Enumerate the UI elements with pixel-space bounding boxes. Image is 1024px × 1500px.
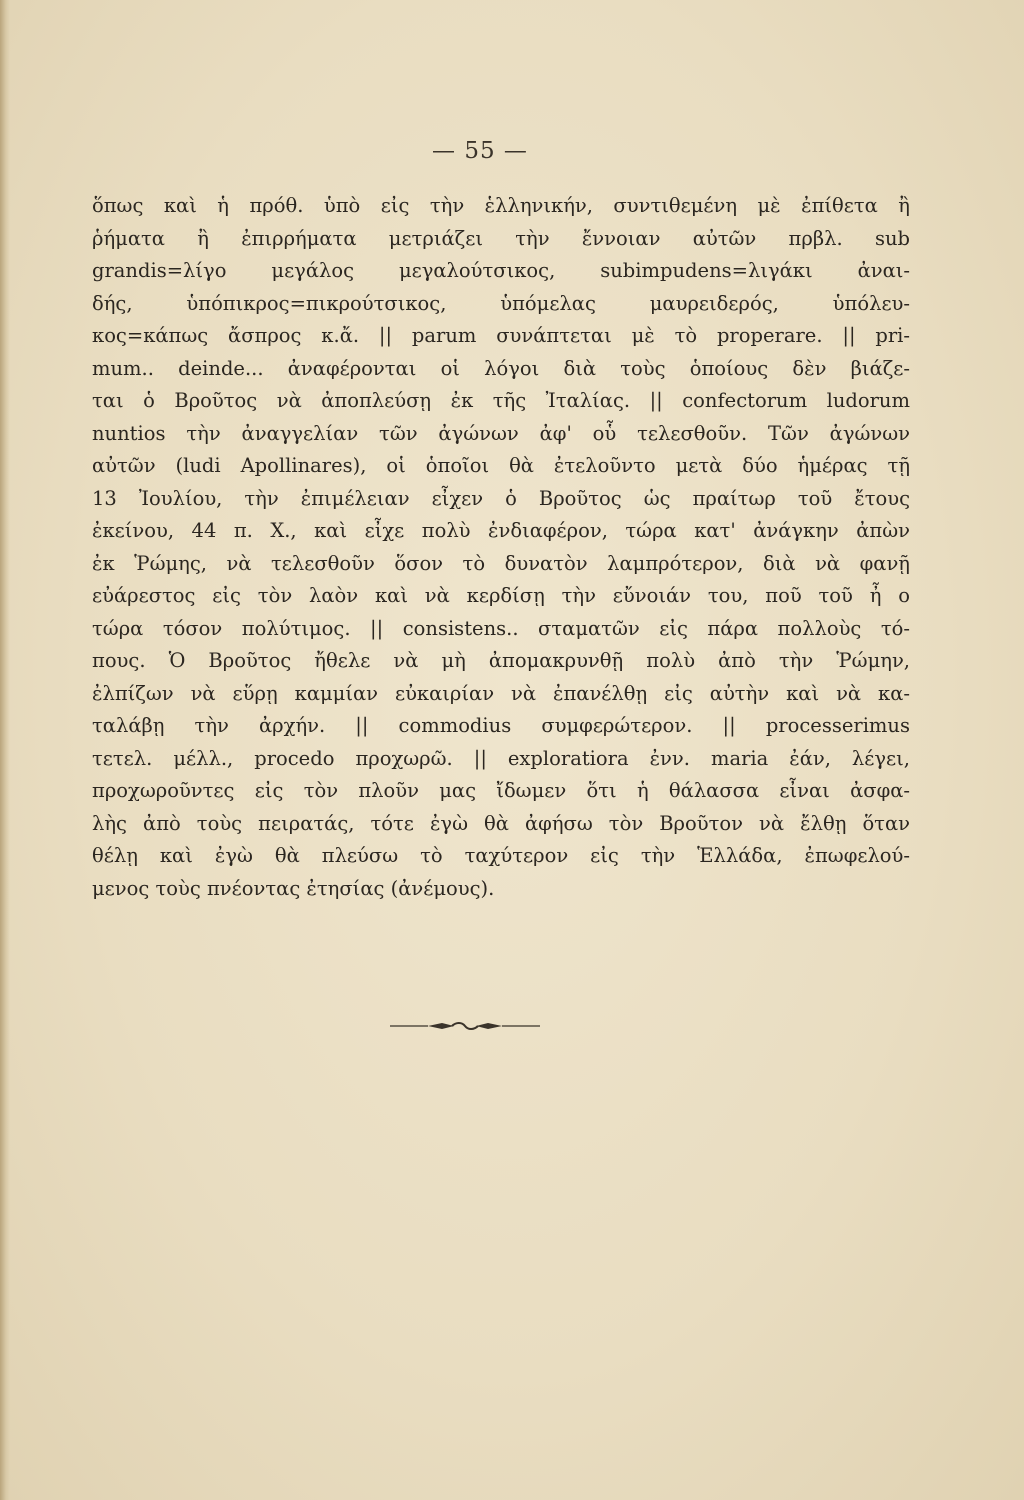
text-line: ἐκείνου, 44 π. Χ., καὶ εἶχε πολὺ ἐνδιαφέρον, τώρα κατ' ἀνάγκην ἀπὼν xyxy=(92,519,910,542)
text-line: λὴς ἀπὸ τοὺς πειρατάς, τότε ἐγὼ θὰ ἀφήσω τὸν Βροῦτον νὰ ἔλθῃ ὅταν xyxy=(92,811,910,835)
text-line: nuntios τὴν ἀναγγελίαν τῶν ἀγώνων ἀφ' οὗ τελεσθοῦν. Τῶν ἀγώνων xyxy=(92,421,910,445)
text-line: mum.. deinde... ἀναφέρονται οἱ λόγοι διὰ τοὺς ὁποίους δὲν βιάζε- xyxy=(92,356,910,380)
binding-edge xyxy=(0,0,10,1500)
text-line: θέλῃ καὶ ἐγὼ θὰ πλεύσω τὸ ταχύτερον εἰς τὴν Ἑλλάδα, ἐπωφελού- xyxy=(92,844,910,867)
text-line: ται ὁ Βροῦτος νὰ ἀποπλεύσῃ ἐκ τῆς Ἰταλίας. || confectorum ludorum xyxy=(92,389,910,412)
text-line: αὐτῶν (ludi Apollinares), οἱ ὁποῖοι θὰ ἐτελοῦντο μετὰ δύο ἡμέρας τῇ xyxy=(92,454,910,477)
text-line: ῥήματα ἢ ἐπιρρήματα μετριάζει τὴν ἔννοιαν αὐτῶν πρβλ. sub xyxy=(92,226,910,250)
text-line: ταλάβῃ τὴν ἀρχήν. || commodius συμφερώτερον. || processerimus xyxy=(92,714,910,737)
text-line: πους. Ὁ Βροῦτος ἤθελε νὰ μὴ ἀπομακρυνθῇ πολὺ ἀπὸ τὴν Ῥώμην, xyxy=(92,649,910,672)
body-text xyxy=(92,190,910,905)
end-ornament xyxy=(390,1021,540,1031)
text-line: 13 Ἰουλίου, τὴν ἐπιμέλειαν εἶχεν ὁ Βροῦτος ὡς πραίτωρ τοῦ ἔτους xyxy=(92,486,910,510)
text-line: ἐλπίζων νὰ εὕρῃ καμμίαν εὐκαιρίαν νὰ ἐπανέλθῃ εἰς αὐτὴν καὶ νὰ κα- xyxy=(92,681,910,705)
text-line: ὅπως καὶ ἡ πρόθ. ὑπὸ εἰς τὴν ἑλληνικήν, συντιθεμένη μὲ ἐπίθετα ἢ xyxy=(92,194,910,217)
text-line: προχωροῦντες εἰς τὸν πλοῦν μας ἴδωμεν ὅτι ἡ θάλασσα εἶναι ἀσφα- xyxy=(92,779,910,802)
text-line: ἐκ Ῥώμης, νὰ τελεσθοῦν ὅσον τὸ δυνατὸν λαμπρότερον, διὰ νὰ φανῇ xyxy=(92,551,910,575)
text-line: δής, ὑπόπικρος=πικρούτσικος, ὑπόμελας μαυρειδερός, ὑπόλευ- xyxy=(92,291,910,315)
text-line: μενος τοὺς πνέοντας ἐτησίας (ἀνέμους). xyxy=(92,876,495,900)
text-line: τετελ. μέλλ., procedo προχωρῶ. || exploratiora ἐνν. maria ἐάν, λέγει, xyxy=(92,746,910,770)
text-line: κος=κάπως ἄσπρος κ.ἄ. || parum συνάπτεται μὲ τὸ properare. || pri- xyxy=(92,324,910,347)
page-number: — 55 — xyxy=(432,138,528,164)
text-line: τώρα τόσον πολύτιμος. || consistens.. σταματῶν εἰς πάρα πολλοὺς τό- xyxy=(92,616,910,640)
text-line: εὐάρεστος εἰς τὸν λαὸν καὶ νὰ κερδίσῃ τὴν εὔνοιάν του, ποῦ τοῦ ἦ ο xyxy=(92,584,910,607)
text-line: grandis=λίγο μεγάλος μεγαλούτσικος, subimpudens=λιγάκι ἀναι- xyxy=(92,259,910,282)
